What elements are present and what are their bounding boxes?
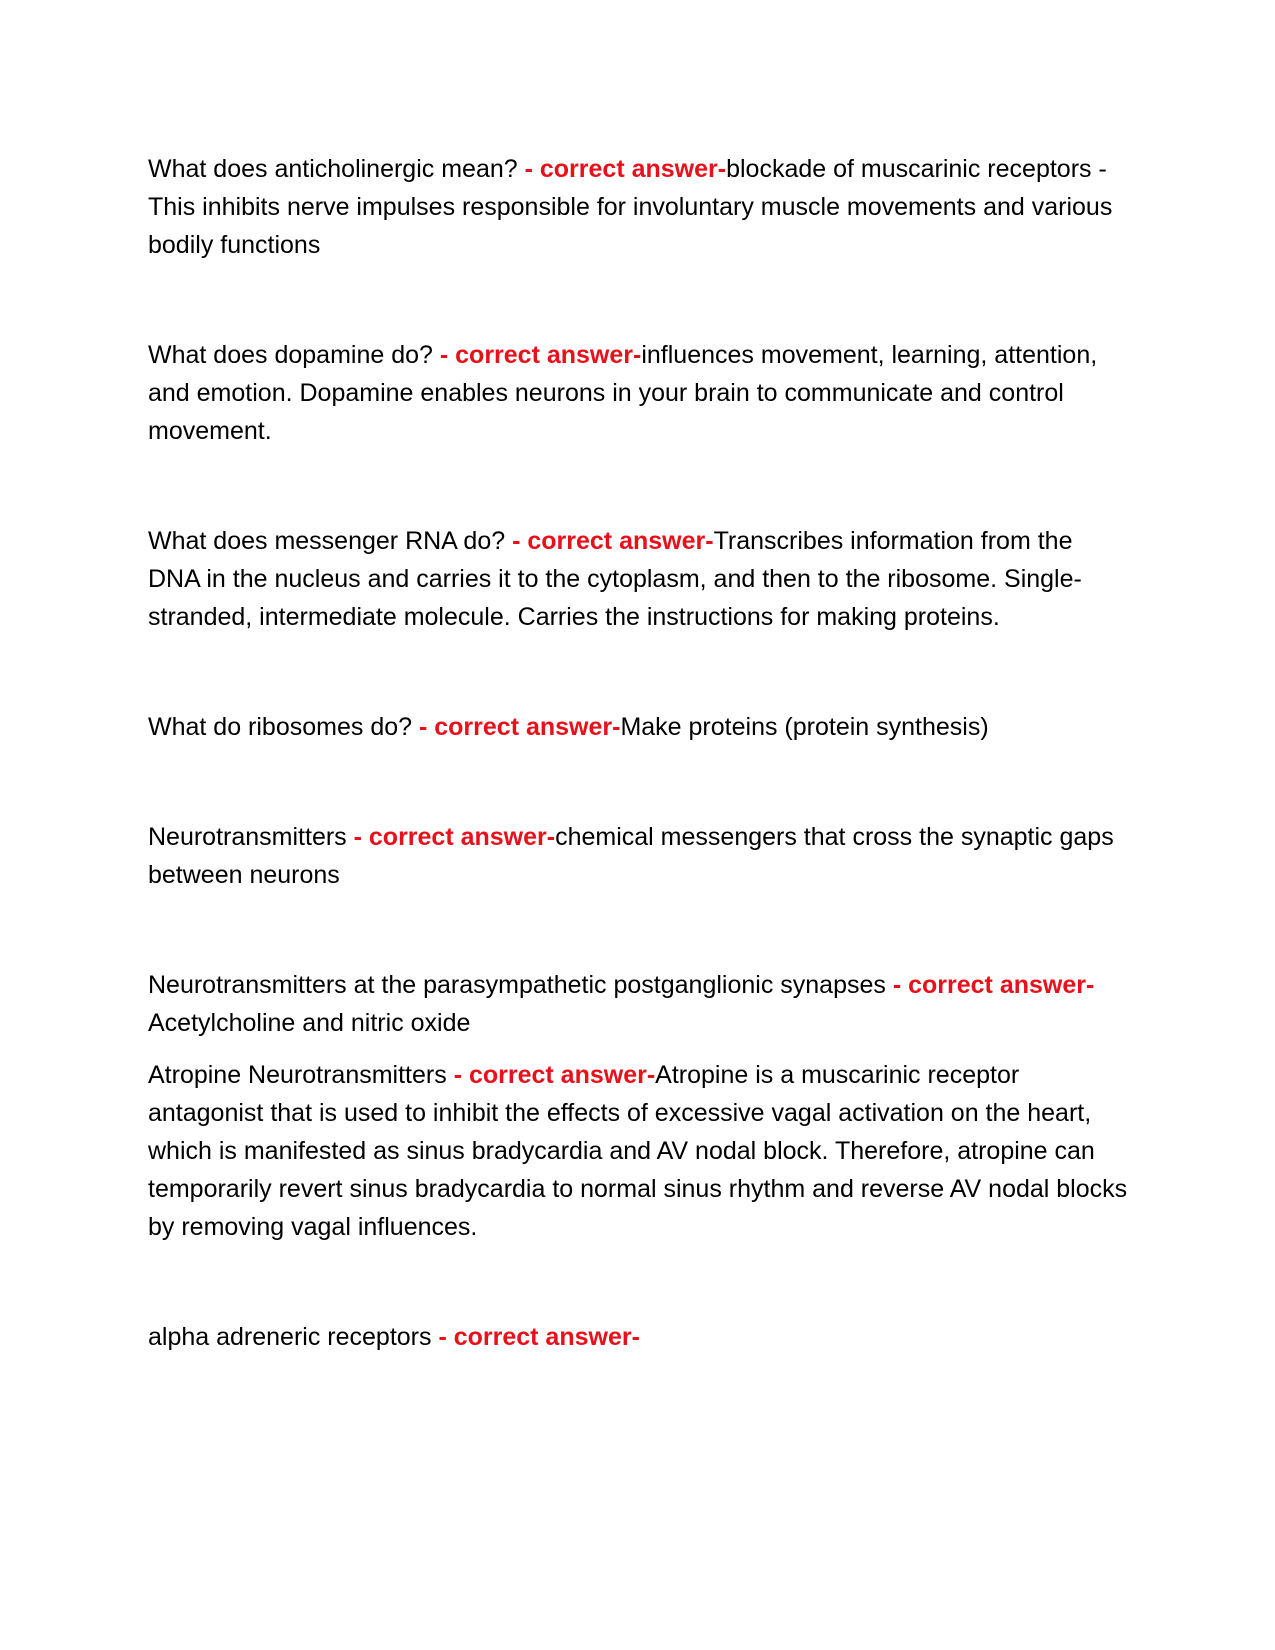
question-text: What does dopamine do?: [148, 341, 433, 369]
question-text: Neurotransmitters at the parasympathetic postganglionic synapses: [148, 971, 886, 999]
correct-answer-marker: - correct answer-: [353, 823, 556, 851]
answer-text: blockade of muscarinic receptors - This inhibits nerve impulses responsible for involuntary muscle movements and various bodily functions: [148, 155, 1113, 259]
correct-answer-marker: - correct answer-: [418, 713, 621, 741]
question-text: Atropine Neurotransmitters: [148, 1061, 447, 1089]
answer-text: influences movement, learning, attention, and emotion. Dopamine enables neurons in your brain to communicate and control movement.: [148, 341, 1098, 445]
question-text: Neurotransmitters: [148, 823, 347, 851]
qa-entry-anticholinergic: [148, 150, 1128, 264]
question-text: What does messenger RNA do?: [148, 527, 506, 555]
qa-entry-messenger-rna: [148, 522, 1128, 636]
qa-entry-parasympathetic: [148, 966, 1128, 1042]
correct-answer-marker: - correct answer-: [512, 527, 714, 555]
answer-text: Make proteins (protein synthesis): [620, 713, 989, 741]
correct-answer-marker: - correct answer-: [524, 155, 727, 183]
question-text: What do ribosomes do?: [148, 713, 413, 741]
qa-entry-ribosomes: [148, 708, 1128, 746]
qa-entry-atropine: [148, 1056, 1128, 1246]
answer-text: Transcribes information from the DNA in the nucleus and carries it to the cytoplasm, and then to the ribosome. Single-stranded, intermediate molecule. Carries the instructions for making proteins.: [148, 527, 1082, 631]
correct-answer-marker: - correct answer-: [892, 971, 1095, 999]
answer-text: chemical messengers that cross the synaptic gaps between neurons: [148, 823, 1114, 889]
correct-answer-marker: - correct answer-: [439, 341, 642, 369]
correct-answer-marker: - correct answer-: [438, 1323, 640, 1351]
qa-entry-neurotransmitters: [148, 818, 1128, 894]
qa-entry-alpha-adrenergic: [148, 1318, 1128, 1356]
correct-answer-marker: - correct answer-: [453, 1061, 656, 1089]
answer-text: Atropine is a muscarinic receptor antagonist that is used to inhibit the effects of excessive vagal activation on the heart, which is manifested as sinus bradycardia and AV nodal block. Therefore, atropine can temporarily revert sinus bradycardia to normal sinus rhythm and reverse AV nodal blocks by removing vagal influences.: [148, 1061, 1128, 1241]
answer-text: Acetylcholine and nitric oxide: [148, 1009, 471, 1037]
question-text: alpha adreneric receptors: [148, 1323, 432, 1351]
qa-entry-dopamine: [148, 336, 1128, 450]
question-text: What does anticholinergic mean?: [148, 155, 518, 183]
document-page: [148, 150, 1128, 1428]
